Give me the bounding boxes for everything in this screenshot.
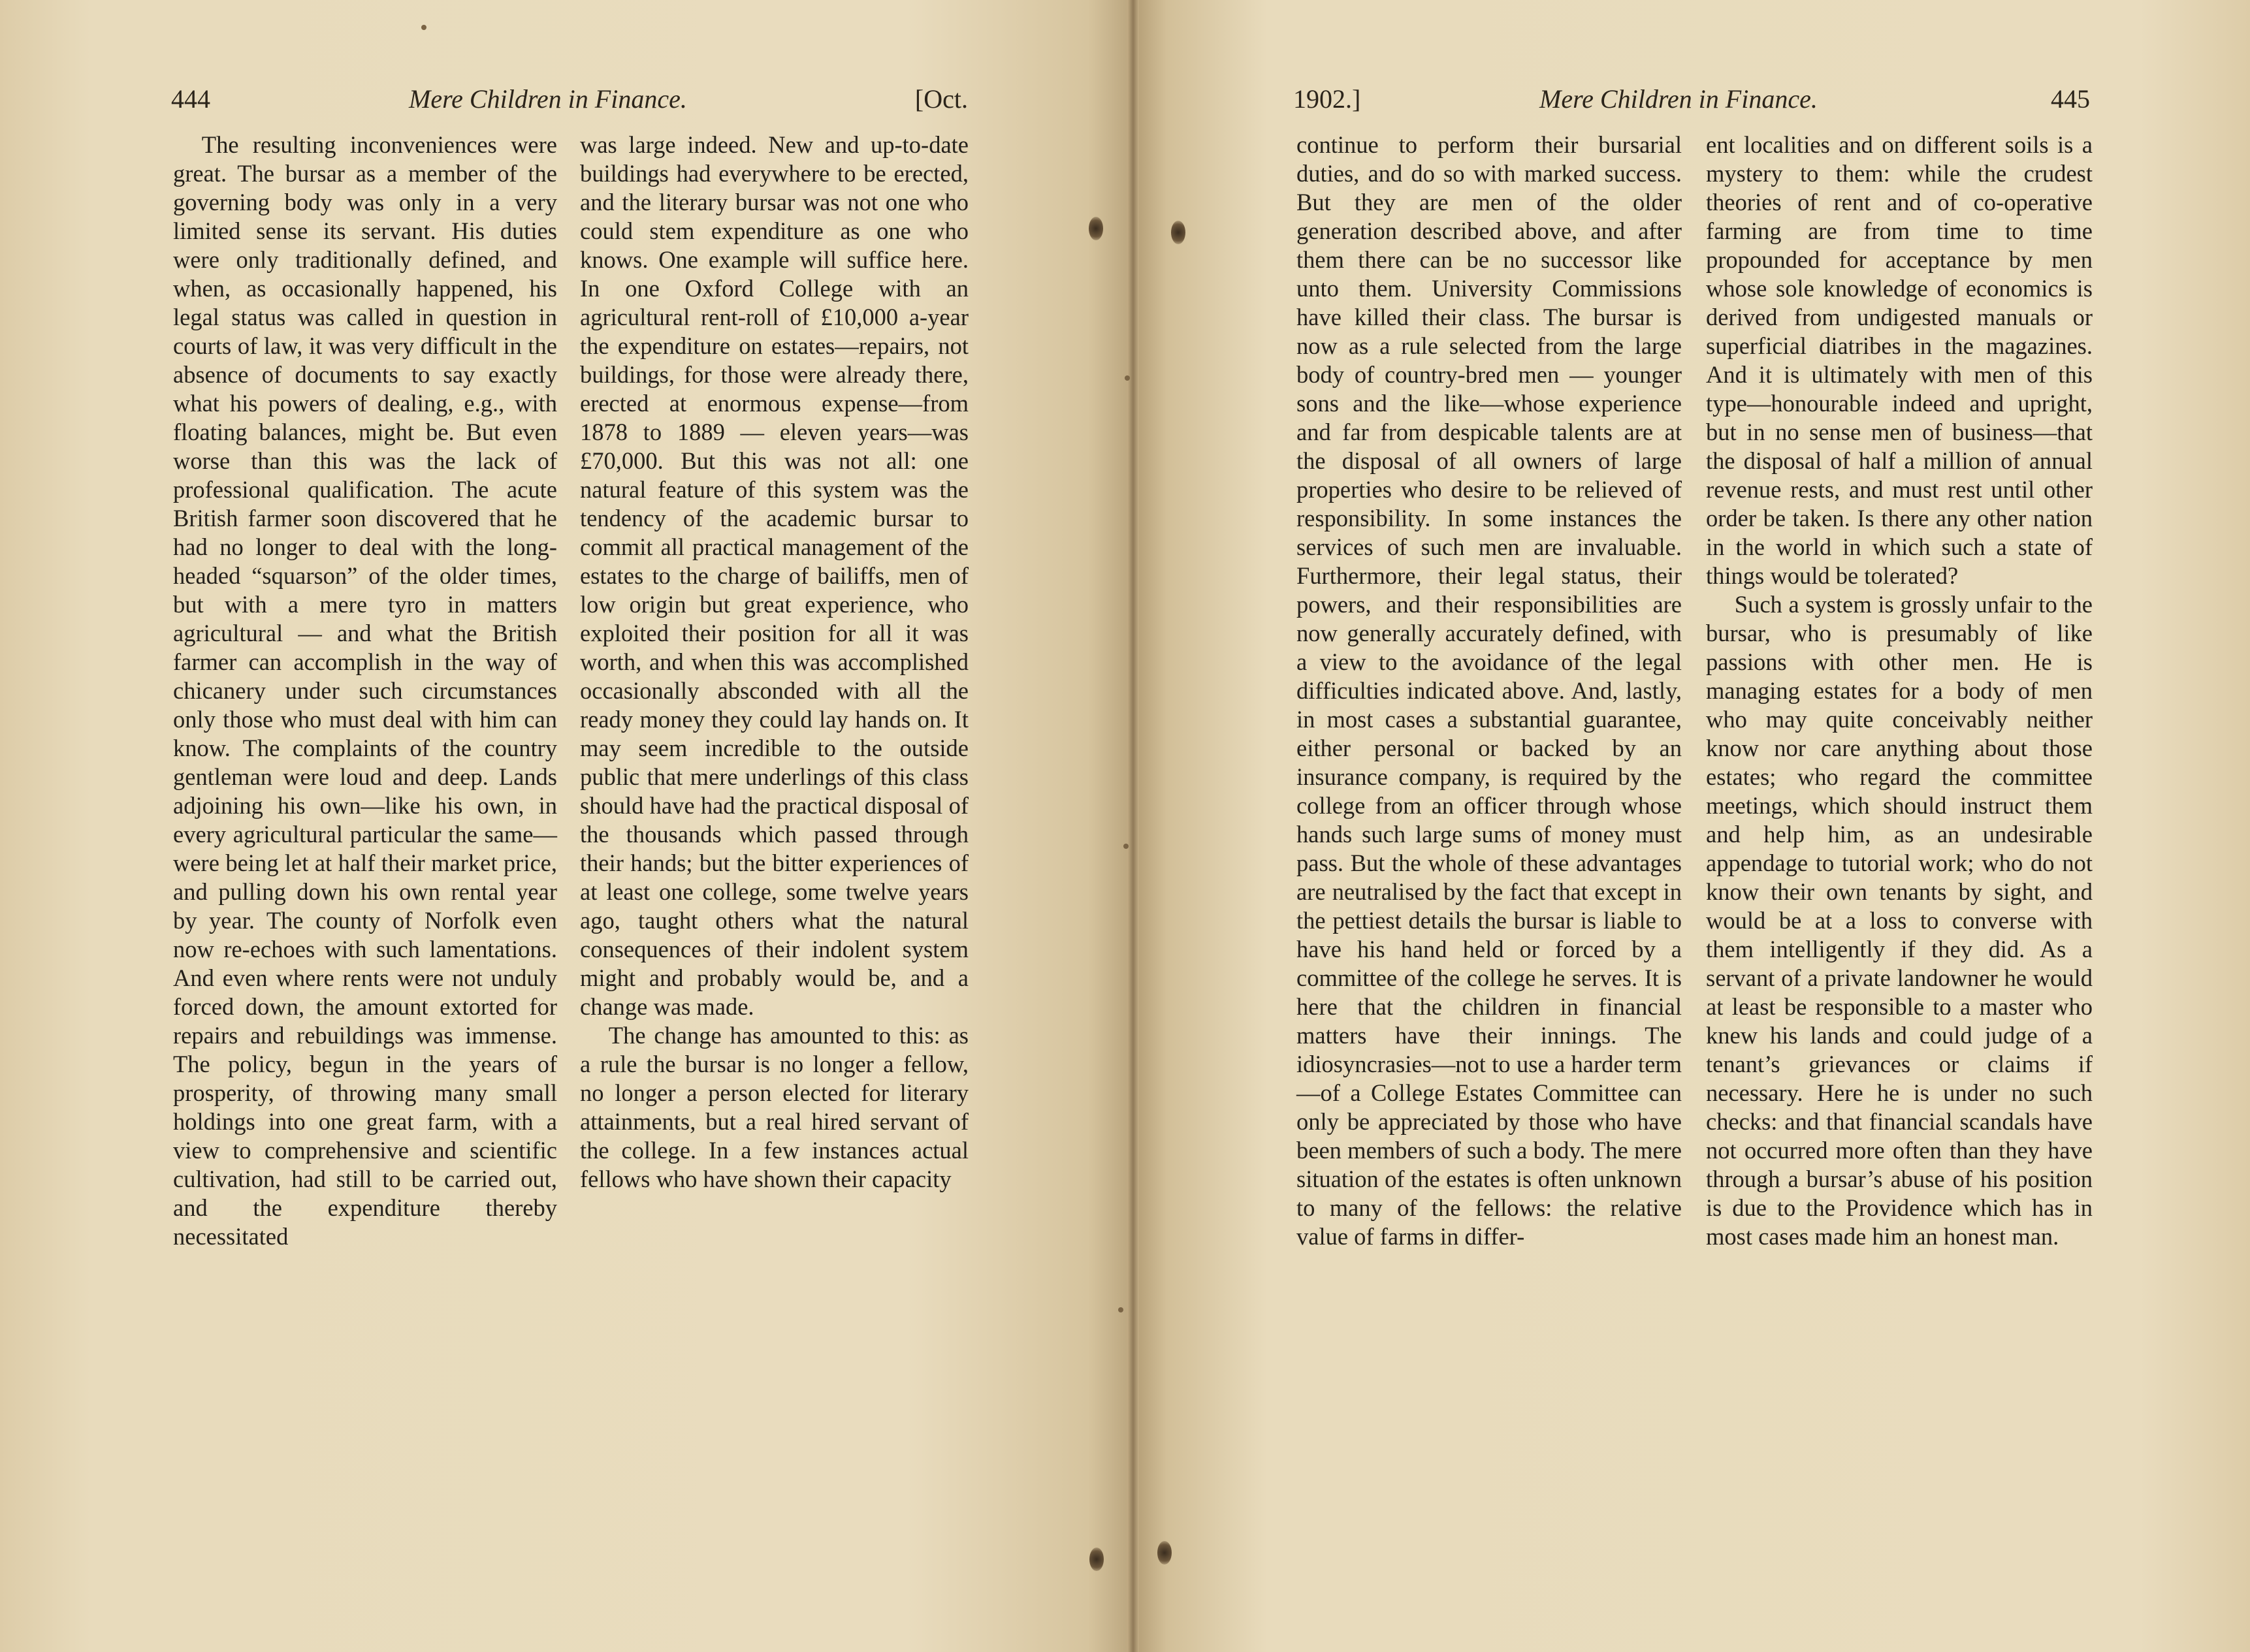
- paragraph: The resulting inconveniences were great. The bursar as a member of the governing body was only in a very limited sense its servant. His duties were only traditionally defined, and when, as occasionally happened, his legal status was called in question in courts of law, it was very difficult in the absence of documents to say exactly what his powers of dealing, e.g., with floating balances, might be. But even worse than this was the lack of professional qualification. The acute British farmer soon discovered that he had no longer to deal with the long-headed “squarson” of the older times, but with a mere tyro in matters agricultural — and what the British farmer can accomplish in the way of chicanery under such circumstances only those who must deal with him can know. The complaints of the country gentleman were loud and deep. Lands adjoining his own—like his own, in every agricultural particular the same—were being let at half their market price, and pulling down his own rental year by year. The county of Norfolk even now re-echoes with such lamentations. And even where rents were not unduly forced down, the amount extorted for repairs and rebuildings was immense. The policy, begun in the years of prosperity, of throwing many small holdings into one great farm, with a view to comprehensive and scientific cultivation, had still to be carried out, and the expenditure thereby necessitated: [173, 131, 557, 1250]
- paper-speck: [1118, 1307, 1123, 1312]
- right-column-2: [1706, 131, 2093, 1251]
- right-date: 1902.]: [1293, 84, 1361, 114]
- book-gutter: [1127, 0, 1139, 1652]
- paragraph: was large indeed. New and up-to-date buildings had everywhere to be erected, and the literary bursar was not one who could stem expenditure as one who knows. One example will suffice here. In one Oxford College with an agricultural rent-roll of £10,000 a-year the expenditure on estates—repairs, not buildings, for those were already there, erected at enormous expense—from 1878 to 1889 — eleven years—was £70,000. But this was not all: one natural feature of this system was the tendency of the academic bursar to commit all practical management of the estates to the charge of bailiffs, men of low origin but great experience, who exploited their position for all it was worth, and when this was accomplished occasionally absconded with all the ready money they could lay hands on. It may seem incredible to the outside public that mere underlings of this class should have had the practical disposal of the thousands which passed through their hands; but the bitter experiences of at least one college, some twelve years ago, taught others what the natural consequences of their indolent system might and probably would be, and a change was made.: [580, 131, 969, 1020]
- left-running-title: Mere Children in Finance.: [409, 84, 687, 114]
- left-date: [Oct.: [914, 84, 968, 114]
- paragraph: continue to perform their bursarial duties, and do so with marked success. But they are men of the older generation described above, and after them there can be no successor like unto them. University Commissions have killed their class. The bursar is now as a rule selected from the large body of country-bred men — younger sons and the like—whose experience and far from despicable talents are at the disposal of all owners of large properties who desire to be relieved of responsibility. In some instances the services of such men are invaluable. Furthermore, their legal status, their powers, and their responsibilities are now generally accurately defined, with a view to the avoidance of the legal difficulties indicated above. And, lastly, in most cases a substantial guarantee, either personal or backed by an insurance company, is required by the college from an officer through whose hands such large sums of money must pass. But the whole of these advantages are neutralised by the fact that except in the pettiest details the bursar is liable to have his hand held or forced by a committee of the college he serves. It is here that the children in financial matters have their innings. The idiosyncrasies—not to use a harder term—of a College Estates Committee can only be appreciated by those who have been members of such a body. The mere situation of the estates is often unknown to many of the fellows: the relative value of farms in differ-: [1296, 131, 1682, 1250]
- left-page-header: [171, 84, 968, 129]
- left-column-1: [173, 131, 557, 1251]
- paper-speck: [1123, 844, 1129, 849]
- right-page-header: [1293, 84, 2090, 129]
- right-column-1: [1296, 131, 1682, 1251]
- paragraph: ent localities and on different soils is a mystery to them: while the crudest theories of rent and of co-operative farming are from time to time propounded for acceptance by men whose sole knowledge of economics is derived from undigested manuals or superficial diatribes in the magazines. And it is ultimately with men of this type—honourable indeed and upright, but in no sense men of business—that the disposal of half a million of annual revenue rests, and must rest until other order be taken. Is there any other nation in the world in which such a state of things would be tolerated?: [1706, 131, 2093, 589]
- binding-hole: [1171, 221, 1185, 244]
- right-running-title: Mere Children in Finance.: [1539, 84, 1818, 114]
- paper-speck: [421, 25, 426, 30]
- paragraph: The change has amounted to this: as a rule the bursar is no longer a fellow, no longer a person elected for literary attainments, but a real hired servant of the college. In a few instances actual fellows who have shown their capacity: [580, 1022, 969, 1192]
- left-column-2: [580, 131, 969, 1194]
- paper-speck: [1125, 375, 1130, 381]
- paragraph: Such a system is grossly unfair to the bursar, who is presumably of like passions with other men. He is managing estates for a body of men who may quite conceivably neither know nor care anything about those estates; who regard the committee meetings, which should instruct them and help him, as an undesirable appendage to tutorial work; who do not know their own tenants by sight, and would be at a loss to converse with them intelligently if they did. As a servant of a private landowner he would at least be responsible to a master who knew his lands and could judge of a tenant’s grievances or claims if necessary. Here he is under no such checks: and that financial scandals have not occurred more often than they have through a bursar’s abuse of his position is due to the Providence which has in most cases made him an honest man.: [1706, 591, 2093, 1250]
- binding-hole: [1157, 1541, 1172, 1565]
- binding-hole: [1089, 217, 1103, 240]
- left-page-number: 444: [171, 84, 210, 114]
- right-page-number: 445: [2051, 84, 2090, 114]
- binding-hole: [1089, 1548, 1104, 1571]
